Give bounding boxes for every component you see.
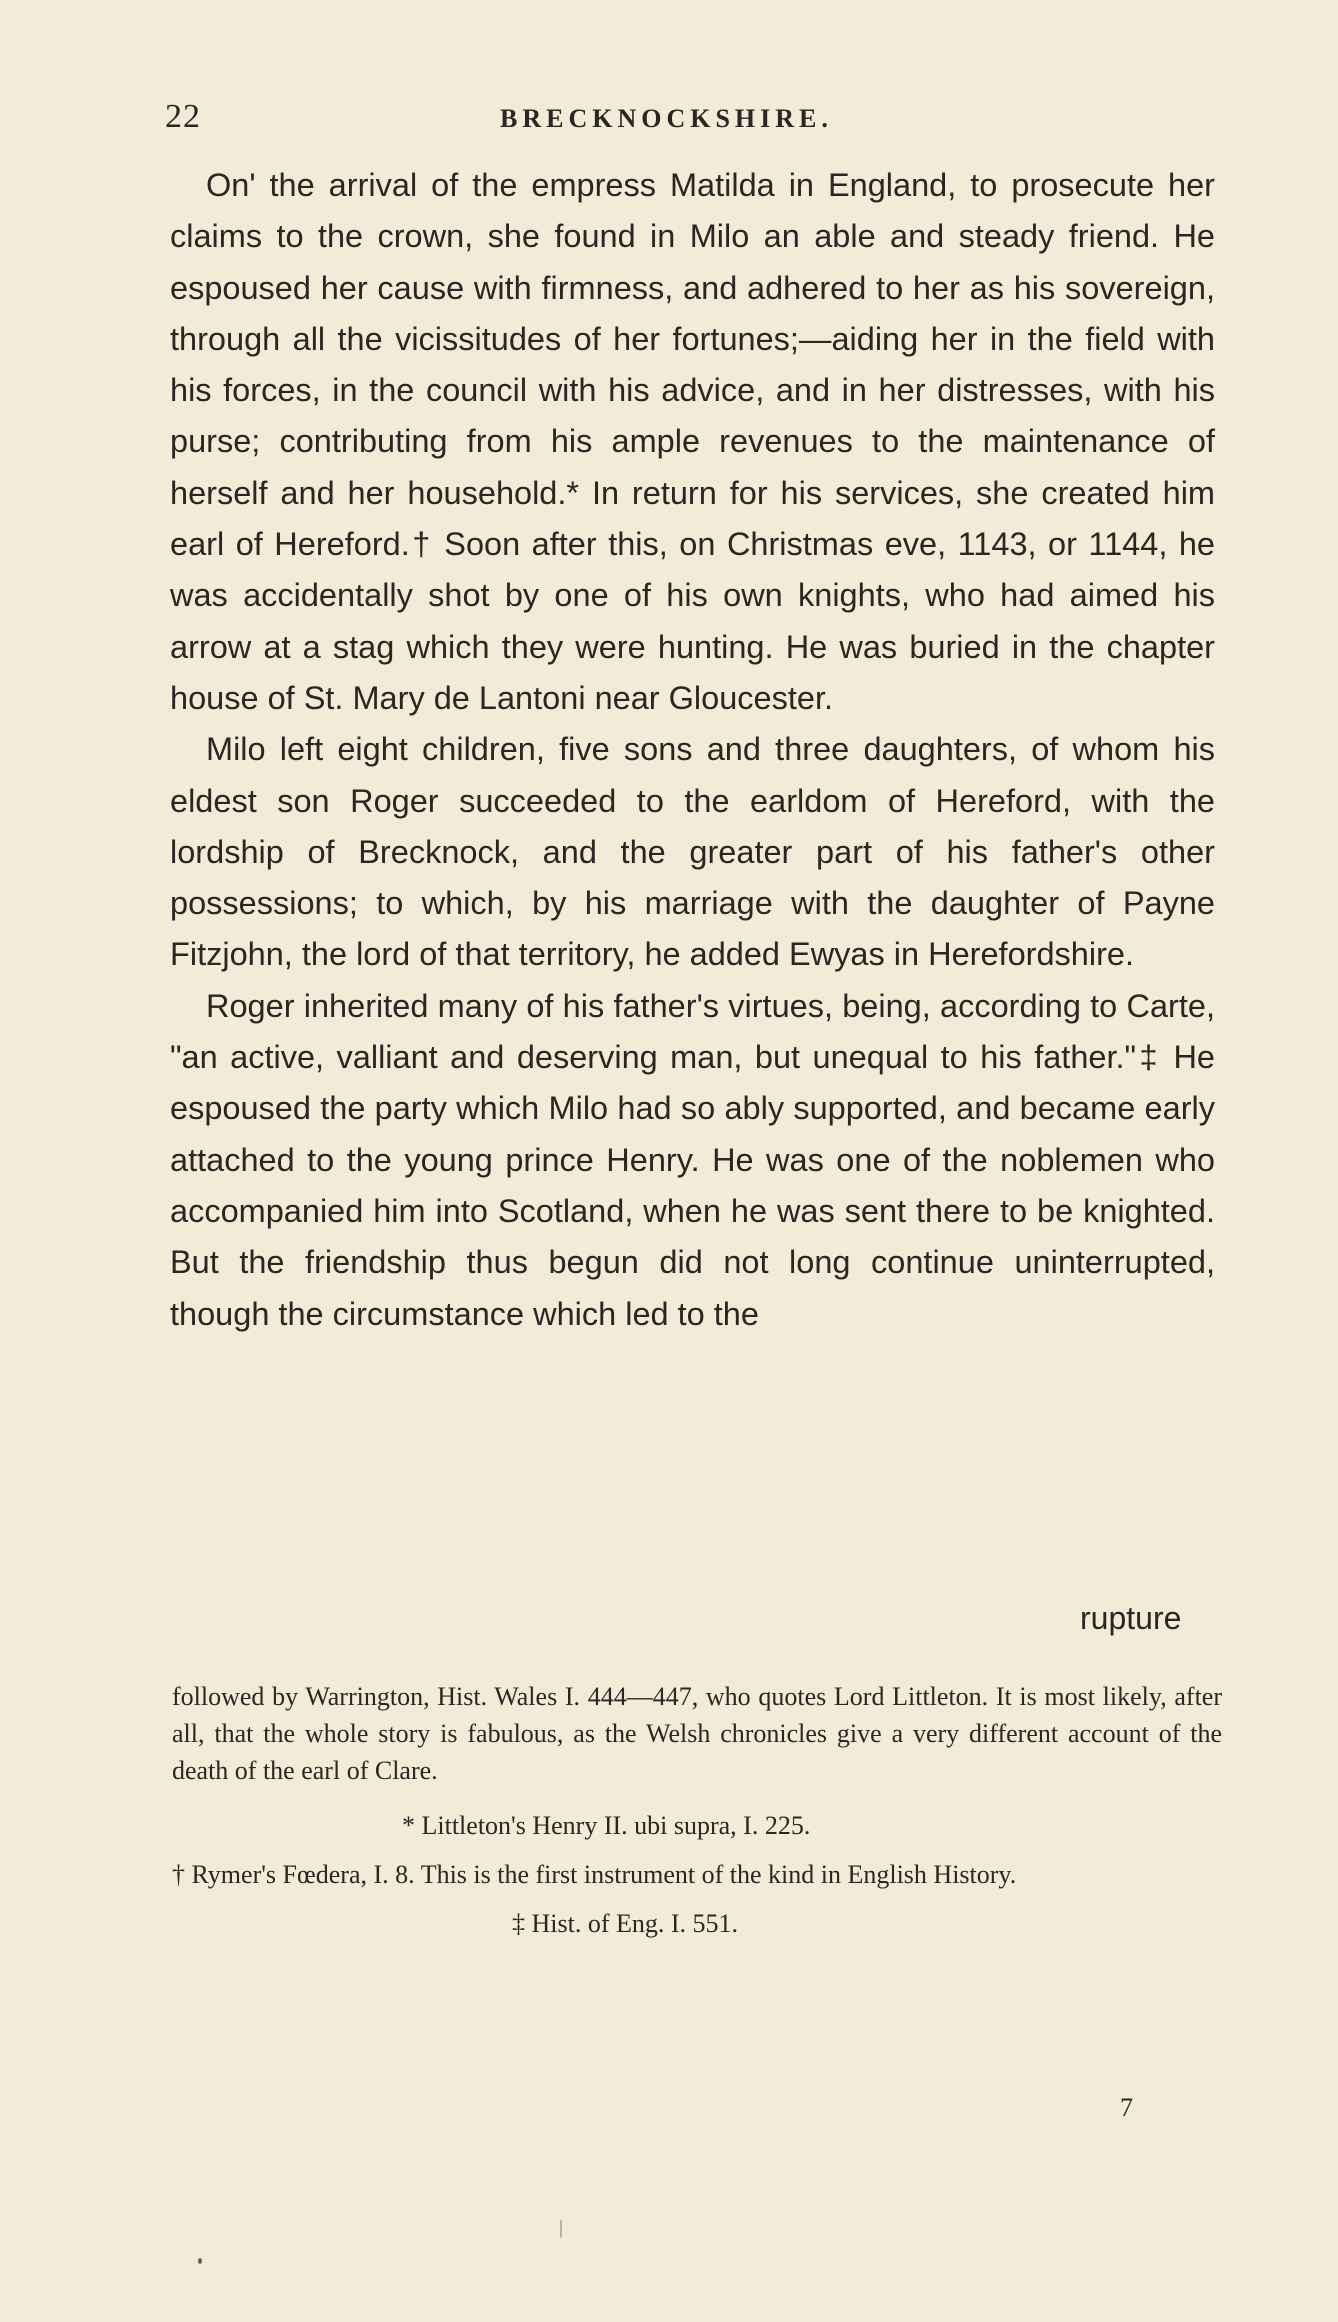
catchword: rupture bbox=[1080, 1600, 1182, 1636]
footnote-dagger: † Rymer's Fœdera, I. 8. This is the first instrument of the kind in English History. bbox=[172, 1860, 1017, 1889]
running-head: BRECKNOCKSHIRE. bbox=[500, 104, 833, 133]
paper-speck bbox=[560, 2220, 562, 2238]
footnote-asterisk: * Littleton's Henry II. ubi supra, I. 225. bbox=[402, 1811, 811, 1840]
footnotes bbox=[172, 1678, 1222, 1954]
paragraph-3: Roger inherited many of his father's virtues, being, according to Carte, "an active, valliant and deserving man, but unequal to his father."‡ He espoused the party which Milo had so ably supported, and became early attached to the young prince Henry. He was one of the noblemen who accompanied him into Scotland, when he was sent there to be knighted. But the friendship thus begun did not long continue uninterrupted, though the circumstance which led to the bbox=[170, 987, 1215, 1332]
paragraph-1: On' the arrival of the empress Matilda in England, to prosecute her claims to the crown, she found in Milo an able and steady friend. He espoused her cause with firmness, and adhered to her as his sovereign, through all the vicissitudes of her fortunes;—aiding her in the field with his forces, in the council with his advice, and in her distresses, with his purse; contributing from his ample revenues to the maintenance of herself and her household.* In return for his services, she created him earl of Hereford.† Soon after this, on Christmas eve, 1143, or 1144, he was accidentally shot by one of his own knights, who had aimed his arrow at a stag which they were hunting. He was buried in the chapter house of St. Mary de Lantoni near Gloucester. bbox=[170, 167, 1215, 716]
page-number: 22 bbox=[165, 98, 201, 135]
paper-speck bbox=[198, 2258, 202, 2264]
page-header bbox=[165, 98, 1225, 148]
signature-mark: 7 bbox=[1120, 2093, 1133, 2122]
main-text bbox=[170, 160, 1215, 1340]
paragraph-2: Milo left eight children, five sons and three daughters, of whom his eldest son Roger succeeded to the earldom of Hereford, with the lordship of Brecknock, and the greater part of his father's other possessions; to which, by his marriage with the daughter of Payne Fitzjohn, the lord of that territory, he added Ewyas in Herefordshire. bbox=[170, 731, 1215, 973]
footnote-continued: followed by Warrington, Hist. Wales I. 444—447, who quotes Lord Littleton. It is most likely, after all, that the whole story is fabulous, as the Welsh chronicles give a very different account of the death of the earl of Clare. bbox=[172, 1682, 1222, 1785]
footnote-double-dagger: ‡ Hist. of Eng. I. 551. bbox=[512, 1909, 739, 1938]
